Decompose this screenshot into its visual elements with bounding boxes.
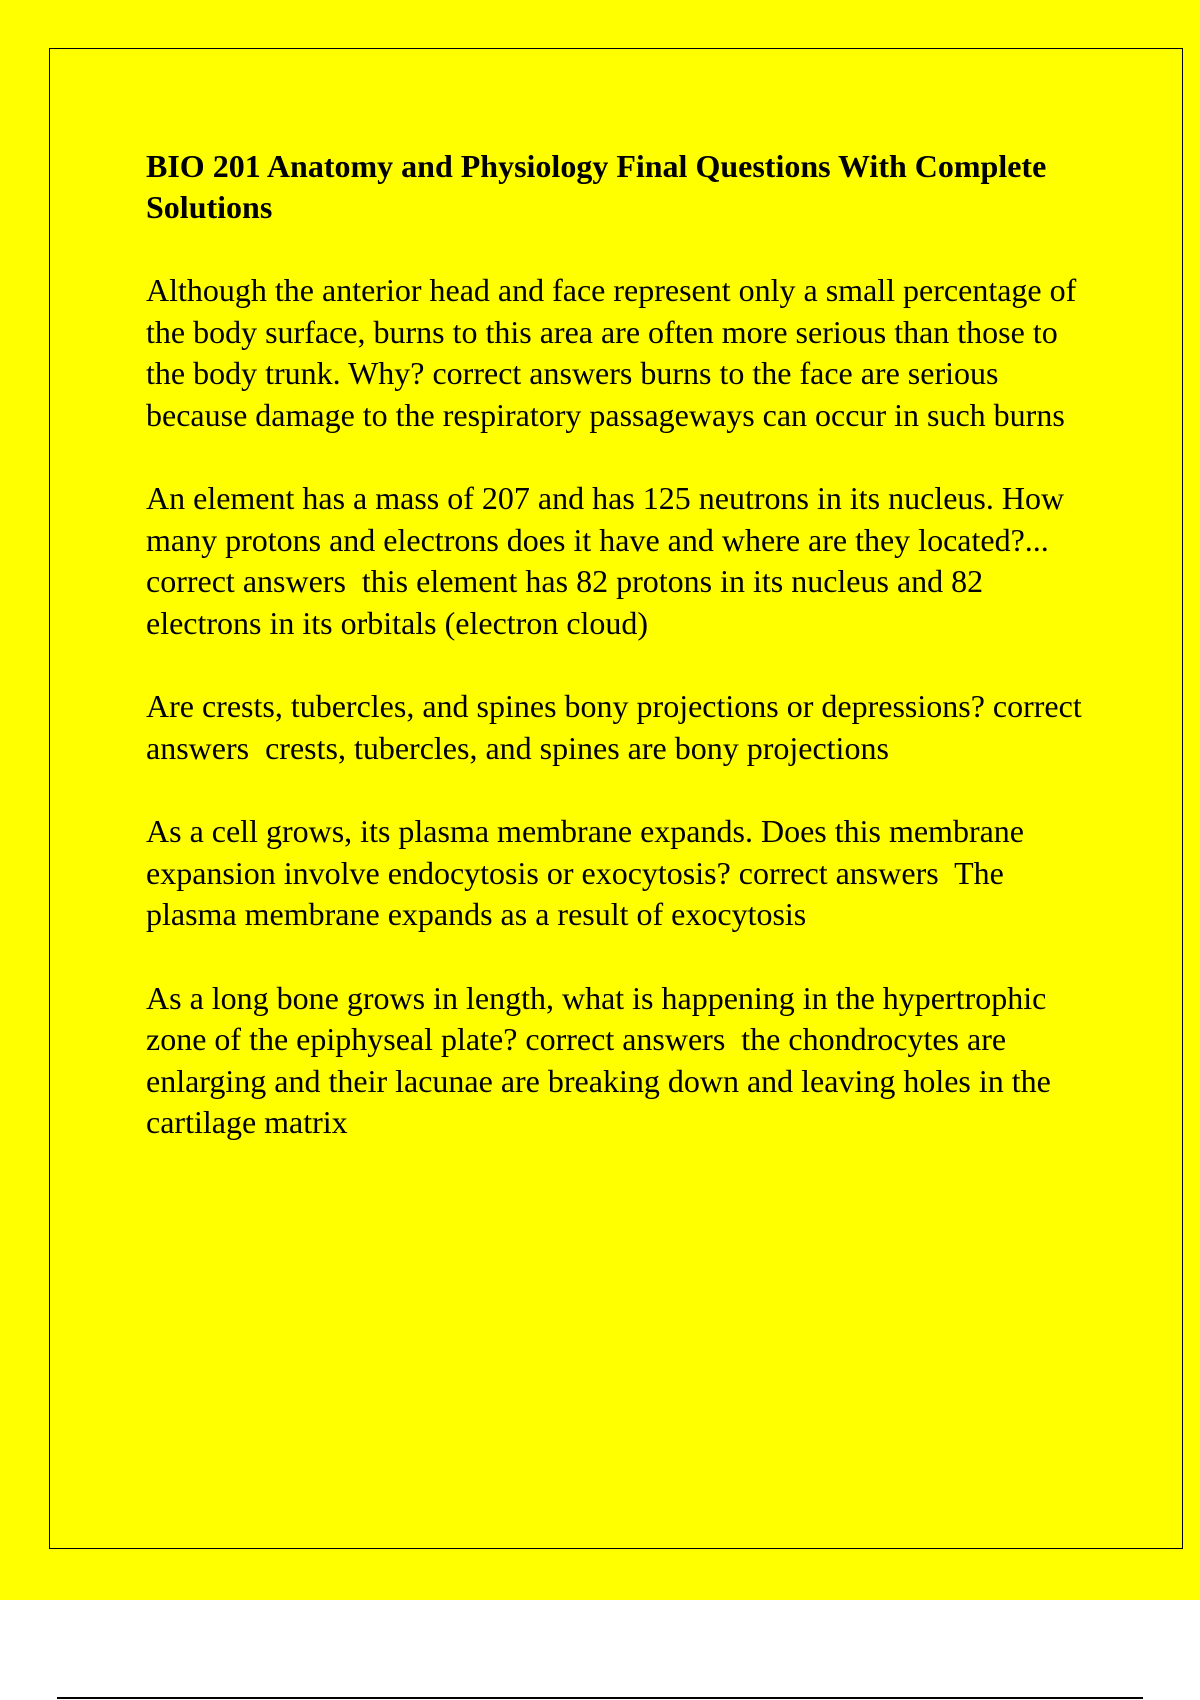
question-answer-5: As a long bone grows in length, what is happening in the hypertrophic zone of the epiphyseal plate? correct answers the chondrocytes are enlarging and their lacunae are breaking down and leaving holes in the cartilage matrix (146, 979, 1059, 1140)
question-answer-4: As a cell grows, its plasma membrane expands. Does this membrane expansion involve endocytosis or exocytosis? correct answers The plasma membrane expands as a result of exocytosis (146, 813, 1032, 932)
question-answer-3: Are crests, tubercles, and spines bony projections or depressions? correct answers crests, tubercles, and spines are bony projections (146, 688, 1090, 766)
question-answer-1: Although the anterior head and face represent only a small percentage of the body surface, burns to this area are often more serious than those to the body trunk. Why? correct answers burns to the face are serious because damage to the respiratory passageways can occur in such burns (146, 272, 1085, 433)
document-title: BIO 201 Anatomy and Physiology Final Questions With Complete Solutions (146, 148, 1047, 225)
document-body (146, 146, 1090, 1186)
question-answer-2: An element has a mass of 207 and has 125 neutrons in its nucleus. How many protons and electrons does it have and where are they located?... correct answers this element has 82 protons in its nucleus and 82 electrons in its orbitals (electron cloud) (146, 480, 1073, 641)
footer-divider (57, 1697, 1143, 1699)
